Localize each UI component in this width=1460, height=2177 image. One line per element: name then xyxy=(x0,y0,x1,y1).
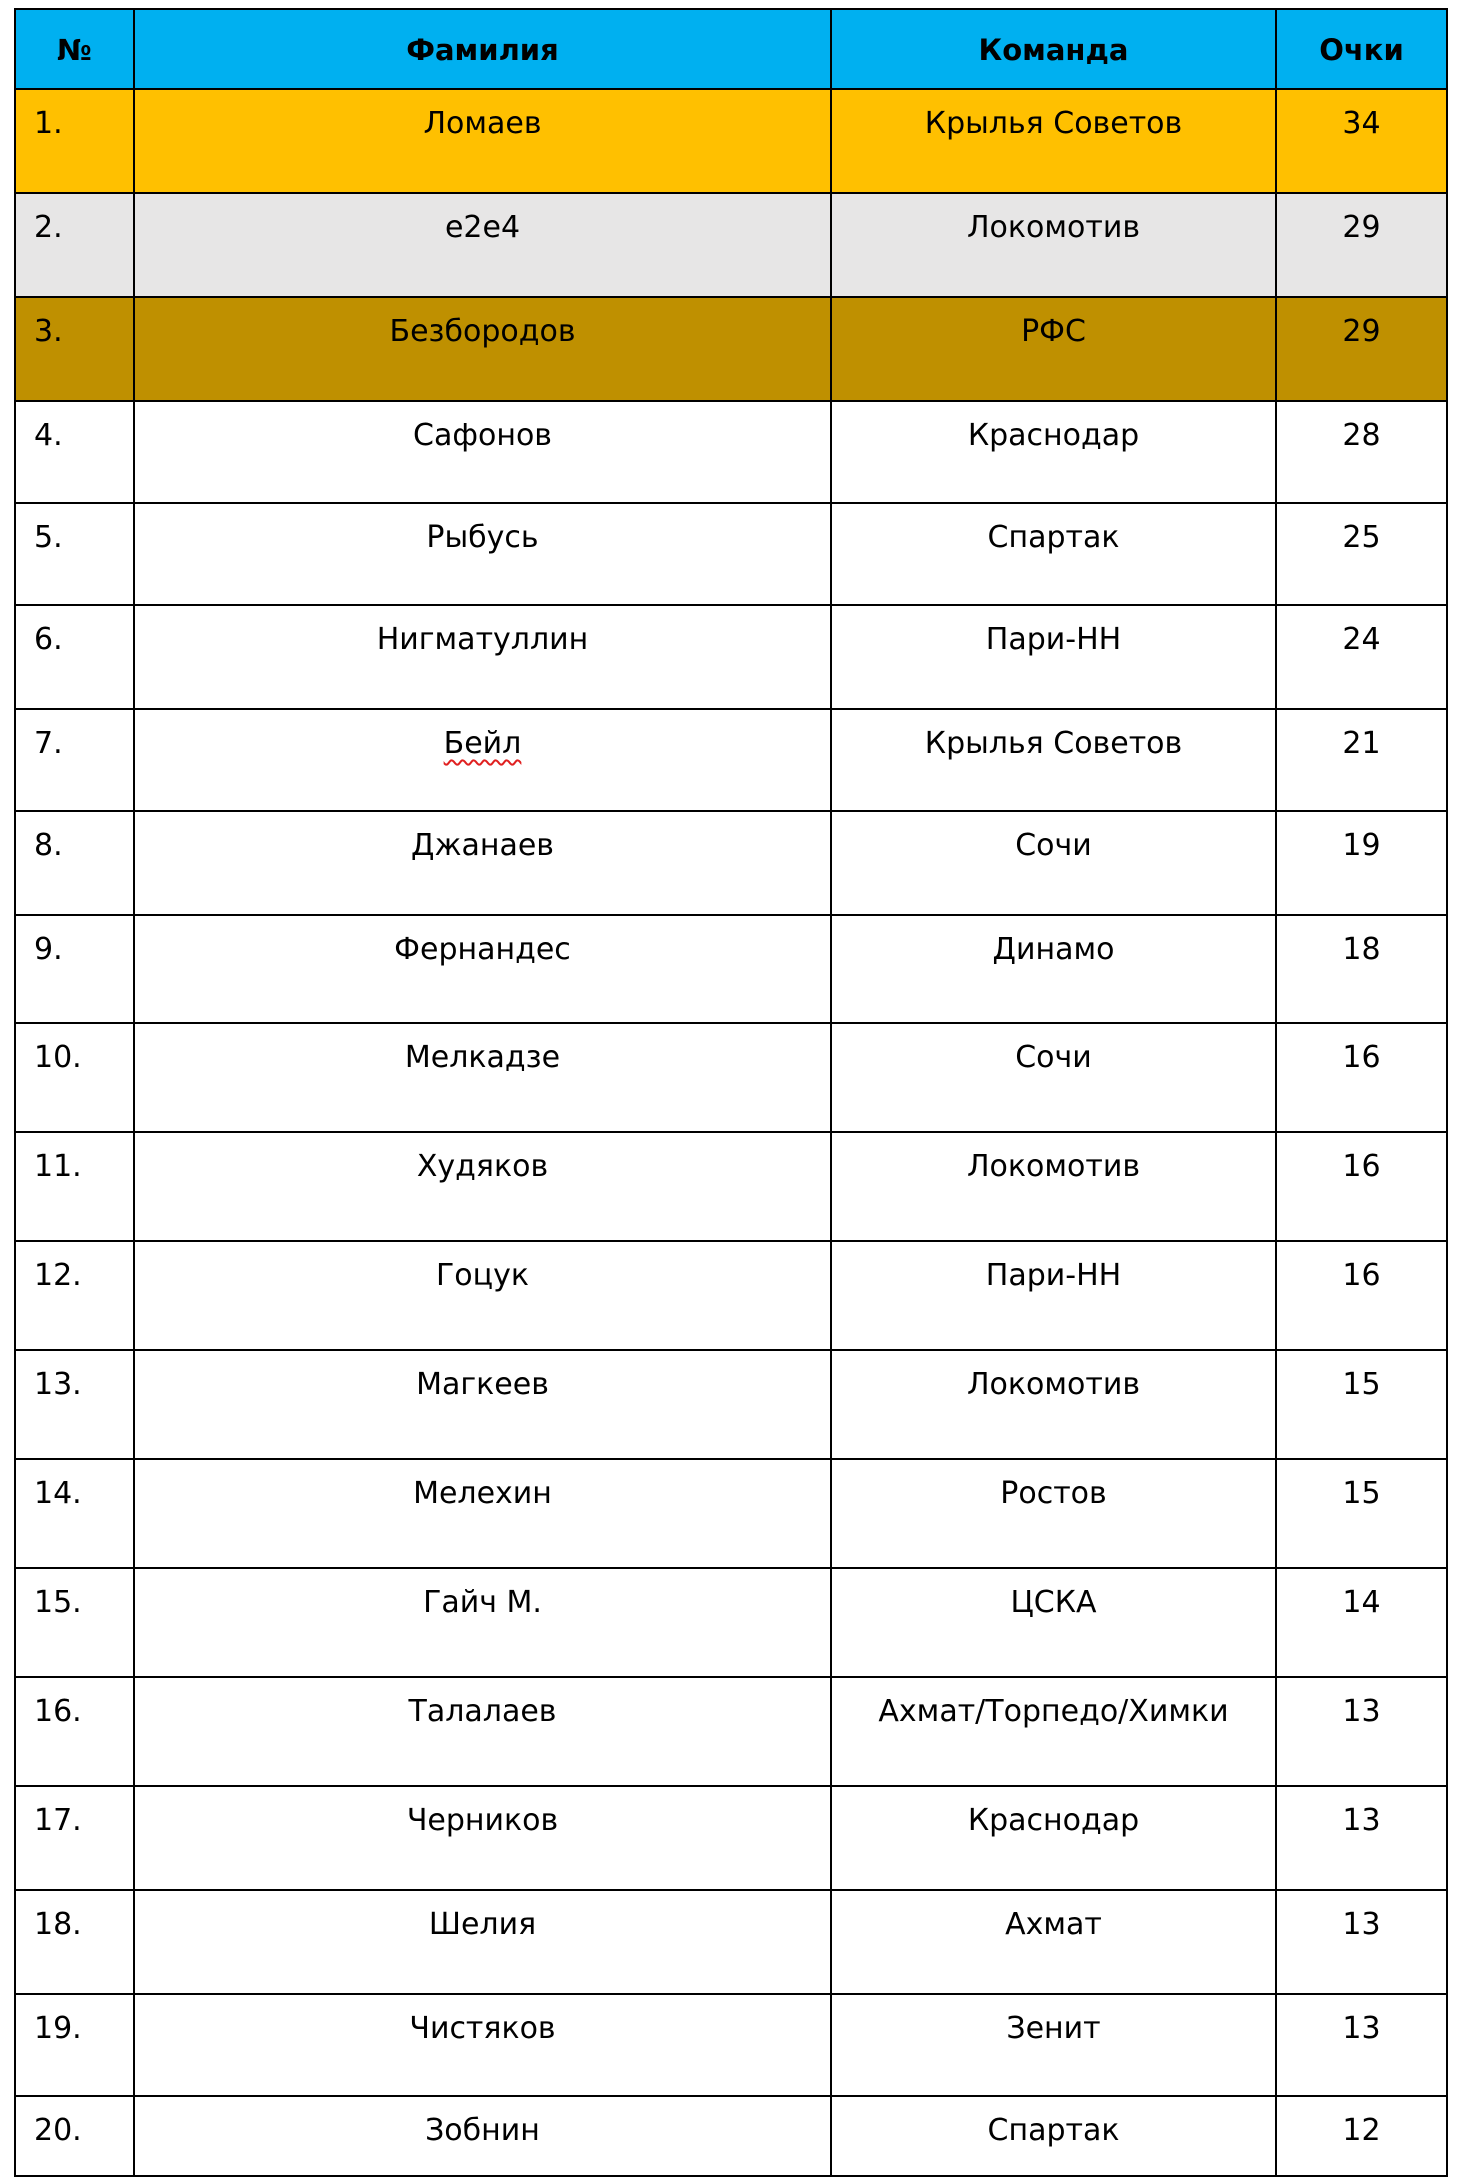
points-cell xyxy=(1276,1890,1447,1994)
rank-cell xyxy=(15,401,134,503)
points-cell xyxy=(1276,1132,1447,1241)
team-cell-text: ЦСКА xyxy=(1010,1585,1097,1620)
rank-cell xyxy=(15,2096,134,2176)
team-cell-text: Сочи xyxy=(1015,828,1092,863)
rank-cell-text: 19. xyxy=(34,2011,82,2046)
team-cell xyxy=(831,811,1276,915)
header-team: Команда xyxy=(831,9,1276,89)
rank-cell xyxy=(15,1241,134,1350)
points-cell-text: 13 xyxy=(1342,2011,1381,2046)
rank-cell-text: 12. xyxy=(34,1258,82,1293)
surname-cell-text: Бейл xyxy=(443,726,522,761)
rank-cell xyxy=(15,1023,134,1132)
rank-cell xyxy=(15,1568,134,1677)
surname-cell-text: Фернандес xyxy=(394,932,571,967)
table-row xyxy=(15,89,1447,193)
points-cell-text: 15 xyxy=(1342,1476,1381,1511)
team-cell xyxy=(831,709,1276,811)
surname-cell xyxy=(134,1568,831,1677)
table-row xyxy=(15,1786,1447,1890)
surname-cell xyxy=(134,1677,831,1786)
team-cell-text: Пари-НН xyxy=(985,1258,1122,1293)
surname-cell-text: Талалаев xyxy=(408,1694,557,1729)
surname-cell xyxy=(134,605,831,709)
points-cell xyxy=(1276,297,1447,401)
table-row xyxy=(15,1677,1447,1786)
points-cell xyxy=(1276,811,1447,915)
table-row xyxy=(15,709,1447,811)
rank-cell xyxy=(15,1132,134,1241)
points-cell xyxy=(1276,605,1447,709)
surname-cell xyxy=(134,1890,831,1994)
surname-cell-text: Зобнин xyxy=(425,2113,540,2148)
header-rank: № xyxy=(15,9,134,89)
rank-cell-text: 10. xyxy=(34,1040,82,1075)
points-cell-text: 16 xyxy=(1342,1258,1381,1293)
rank-cell-text: 6. xyxy=(34,622,63,657)
rank-cell xyxy=(15,1994,134,2096)
surname-cell-text: Рыбусь xyxy=(426,520,539,555)
points-cell xyxy=(1276,915,1447,1023)
team-cell xyxy=(831,915,1276,1023)
surname-cell xyxy=(134,915,831,1023)
table-row xyxy=(15,1890,1447,1994)
points-cell-text: 16 xyxy=(1342,1149,1381,1184)
team-cell xyxy=(831,1459,1276,1568)
rank-cell xyxy=(15,915,134,1023)
team-cell-text: Крылья Советов xyxy=(924,726,1183,761)
rank-cell-text: 7. xyxy=(34,726,63,761)
points-cell xyxy=(1276,1459,1447,1568)
team-cell-text: РФС xyxy=(1021,314,1086,349)
team-cell-text: Пари-НН xyxy=(985,622,1122,657)
rank-cell-text: 4. xyxy=(34,418,63,453)
points-cell xyxy=(1276,89,1447,193)
team-cell xyxy=(831,401,1276,503)
surname-cell xyxy=(134,401,831,503)
surname-cell-text: Магкеев xyxy=(416,1367,549,1402)
team-cell xyxy=(831,1994,1276,2096)
surname-cell xyxy=(134,811,831,915)
surname-cell xyxy=(134,193,831,297)
points-cell-text: 13 xyxy=(1342,1803,1381,1838)
rank-cell-text: 14. xyxy=(34,1476,82,1511)
surname-cell-text: Джанаев xyxy=(411,828,554,863)
points-cell-text: 13 xyxy=(1342,1694,1381,1729)
surname-cell xyxy=(134,89,831,193)
team-cell xyxy=(831,1568,1276,1677)
team-cell xyxy=(831,1241,1276,1350)
table-row xyxy=(15,193,1447,297)
points-cell xyxy=(1276,1568,1447,1677)
team-cell xyxy=(831,2096,1276,2176)
team-cell-text: Динамо xyxy=(992,932,1115,967)
team-cell-text: Спартак xyxy=(987,2113,1120,2148)
surname-cell xyxy=(134,1459,831,1568)
surname-cell-text: Мелехин xyxy=(413,1476,552,1511)
surname-cell xyxy=(134,1132,831,1241)
rank-cell-text: 1. xyxy=(34,106,63,141)
points-cell-text: 19 xyxy=(1342,828,1381,863)
surname-cell-text: Безбородов xyxy=(389,314,576,349)
team-cell xyxy=(831,193,1276,297)
points-cell xyxy=(1276,1994,1447,2096)
rank-cell xyxy=(15,193,134,297)
points-cell xyxy=(1276,1677,1447,1786)
points-cell xyxy=(1276,1350,1447,1459)
surname-cell xyxy=(134,1994,831,2096)
team-cell-text: Ростов xyxy=(1000,1476,1107,1511)
rank-cell-text: 15. xyxy=(34,1585,82,1620)
surname-cell xyxy=(134,1786,831,1890)
table-header xyxy=(15,9,1447,89)
table-row xyxy=(15,401,1447,503)
team-cell-text: Локомотив xyxy=(966,210,1141,245)
surname-cell xyxy=(134,1350,831,1459)
team-cell xyxy=(831,605,1276,709)
points-cell-text: 29 xyxy=(1342,314,1381,349)
table-row xyxy=(15,915,1447,1023)
table-row xyxy=(15,1350,1447,1459)
points-cell xyxy=(1276,193,1447,297)
standings-table xyxy=(14,8,1448,2177)
surname-cell xyxy=(134,2096,831,2176)
surname-cell-text: Худяков xyxy=(416,1149,549,1184)
surname-cell xyxy=(134,1023,831,1132)
rank-cell xyxy=(15,1786,134,1890)
rank-cell-text: 18. xyxy=(34,1907,82,1942)
points-cell-text: 12 xyxy=(1342,2113,1381,2148)
team-cell xyxy=(831,1890,1276,1994)
rank-cell-text: 2. xyxy=(34,210,63,245)
points-cell-text: 21 xyxy=(1342,726,1381,761)
rank-cell xyxy=(15,1677,134,1786)
rank-cell-text: 5. xyxy=(34,520,63,555)
team-cell-text: Локомотив xyxy=(966,1367,1141,1402)
points-cell xyxy=(1276,2096,1447,2176)
rank-cell-text: 11. xyxy=(34,1149,82,1184)
team-cell xyxy=(831,1350,1276,1459)
surname-cell-text: Гайч М. xyxy=(423,1585,542,1620)
surname-cell-text: Гоцук xyxy=(436,1258,529,1293)
table-row xyxy=(15,1132,1447,1241)
points-cell xyxy=(1276,1241,1447,1350)
points-cell-text: 29 xyxy=(1342,210,1381,245)
surname-cell-text: Черников xyxy=(406,1803,559,1838)
table-row xyxy=(15,1568,1447,1677)
surname-cell-text: Ломаев xyxy=(423,106,542,141)
team-cell xyxy=(831,89,1276,193)
team-cell-text: Краснодар xyxy=(967,1803,1140,1838)
team-cell-text: Краснодар xyxy=(967,418,1140,453)
points-cell xyxy=(1276,709,1447,811)
points-cell-text: 25 xyxy=(1342,520,1381,555)
surname-cell-text: Сафонов xyxy=(413,418,552,453)
rank-cell-text: 16. xyxy=(34,1694,82,1729)
rank-cell-text: 9. xyxy=(34,932,63,967)
surname-cell xyxy=(134,297,831,401)
header-row xyxy=(15,9,1447,89)
rank-cell-text: 17. xyxy=(34,1803,82,1838)
rank-cell-text: 13. xyxy=(34,1367,82,1402)
table-row xyxy=(15,1459,1447,1568)
team-cell xyxy=(831,1786,1276,1890)
table-row xyxy=(15,503,1447,605)
team-cell xyxy=(831,1132,1276,1241)
surname-cell-text: Шелия xyxy=(428,1907,537,1942)
rank-cell xyxy=(15,503,134,605)
team-cell-text: Локомотив xyxy=(966,1149,1141,1184)
team-cell-text: Ахмат/Торпедо/Химки xyxy=(878,1694,1229,1729)
header-points: Очки xyxy=(1276,9,1447,89)
team-cell xyxy=(831,297,1276,401)
rank-cell xyxy=(15,89,134,193)
points-cell-text: 16 xyxy=(1342,1040,1381,1075)
rank-cell xyxy=(15,605,134,709)
team-cell xyxy=(831,503,1276,605)
points-cell xyxy=(1276,401,1447,503)
points-cell-text: 13 xyxy=(1342,1907,1381,1942)
rank-cell-text: 20. xyxy=(34,2113,82,2148)
team-cell xyxy=(831,1023,1276,1132)
points-cell-text: 18 xyxy=(1342,932,1381,967)
surname-cell xyxy=(134,709,831,811)
team-cell-text: Крылья Советов xyxy=(924,106,1183,141)
rank-cell xyxy=(15,297,134,401)
points-cell xyxy=(1276,1786,1447,1890)
surname-cell-text: Нигматуллин xyxy=(376,622,589,657)
table-row xyxy=(15,2096,1447,2176)
surname-cell-text: Мелкадзе xyxy=(404,1040,561,1075)
rank-cell-text: 8. xyxy=(34,828,63,863)
surname-cell xyxy=(134,503,831,605)
header-surname: Фамилия xyxy=(134,9,831,89)
table-body xyxy=(15,89,1447,2176)
team-cell-text: Ахмат xyxy=(1005,1907,1102,1942)
team-cell-text: Спартак xyxy=(987,520,1120,555)
team-cell-text: Сочи xyxy=(1015,1040,1092,1075)
points-cell xyxy=(1276,1023,1447,1132)
rank-cell xyxy=(15,1350,134,1459)
surname-cell-text: е2е4 xyxy=(444,210,521,245)
team-cell xyxy=(831,1677,1276,1786)
table-row xyxy=(15,1241,1447,1350)
points-cell-text: 34 xyxy=(1342,106,1381,141)
points-cell-text: 28 xyxy=(1342,418,1381,453)
rank-cell-text: 3. xyxy=(34,314,63,349)
table-row xyxy=(15,811,1447,915)
points-cell-text: 24 xyxy=(1342,622,1381,657)
team-cell-text: Зенит xyxy=(1006,2011,1101,2046)
table-row xyxy=(15,297,1447,401)
surname-cell-text: Чистяков xyxy=(409,2011,556,2046)
points-cell-text: 14 xyxy=(1342,1585,1381,1620)
table-row xyxy=(15,605,1447,709)
points-cell-text: 15 xyxy=(1342,1367,1381,1402)
rank-cell xyxy=(15,1890,134,1994)
surname-cell xyxy=(134,1241,831,1350)
table-row xyxy=(15,1023,1447,1132)
rank-cell xyxy=(15,709,134,811)
table-row xyxy=(15,1994,1447,2096)
points-cell xyxy=(1276,503,1447,605)
rank-cell xyxy=(15,1459,134,1568)
rank-cell xyxy=(15,811,134,915)
